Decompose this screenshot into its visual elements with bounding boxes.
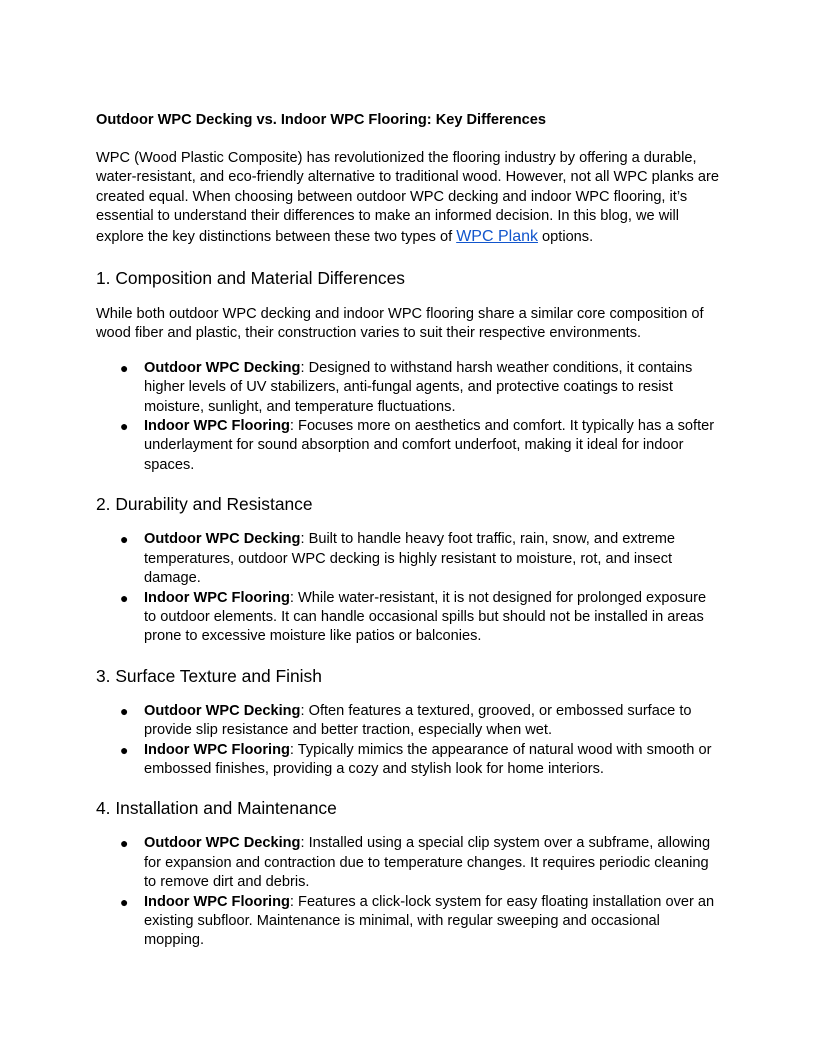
bullet-icon: ●	[120, 835, 129, 852]
list-item	[96, 530, 720, 588]
section-paragraph-composition: While both outdoor WPC decking and indoor WPC flooring share a similar core composition of wood fiber and plastic, their construction varies to suit their respective environments.	[96, 306, 704, 342]
bullet-icon: ●	[120, 893, 129, 910]
intro-paragraph	[96, 149, 720, 247]
section-heading-surface: 3. Surface Texture and Finish	[96, 665, 322, 686]
bullet-term: Outdoor WPC Decking	[144, 835, 301, 852]
section-heading-composition: 1. Composition and Material Differences	[96, 268, 405, 289]
bullet-icon: ●	[120, 702, 129, 719]
bullet-term: Indoor WPC Flooring	[144, 893, 290, 910]
bullet-term: Outdoor WPC Decking	[144, 702, 301, 719]
bullet-list-surface	[96, 702, 720, 780]
list-item	[96, 834, 720, 892]
bullet-text: : Often features a textured, grooved, or embossed surface to provide slip resistance and better traction, especially when wet.	[144, 702, 692, 739]
document-page	[96, 111, 720, 951]
bullet-text: : Installed using a special clip system over a subframe, allowing for expansion and contraction due to temperature changes. It requires periodic cleaning to remove dirt and debris.	[144, 835, 711, 891]
bullet-icon: ●	[120, 741, 129, 758]
bullet-icon: ●	[120, 418, 129, 435]
bullet-text: : Designed to withstand harsh weather conditions, it contains higher levels of UV stabilizers, anti-fungal agents, and protective coatings to resist moisture, sunlight, and temperature fluctuations.	[144, 359, 693, 415]
bullet-list-composition	[96, 359, 720, 475]
section-heading-installation: 4. Installation and Maintenance	[96, 798, 337, 819]
bullet-icon: ●	[120, 589, 129, 606]
bullet-text: : Focuses more on aesthetics and comfort. It typically has a softer underlayment for sound absorption and comfort underfoot, making it ideal for indoor spaces.	[144, 418, 715, 473]
document-title: Outdoor WPC Decking vs. Indoor WPC Flooring: Key Differences	[96, 112, 547, 128]
section-heading-durability: 2. Durability and Resistance	[96, 494, 313, 515]
bullet-term: Indoor WPC Flooring	[144, 589, 290, 606]
wpc-plank-link[interactable]: WPC Plank	[456, 227, 538, 245]
list-item	[96, 702, 720, 741]
bullet-list-durability	[96, 530, 720, 646]
list-item	[96, 359, 720, 417]
bullet-text: : Features a click-lock system for easy floating installation over an existing subfloor. Maintenance is minimal, with regular sweeping and occasional mopping.	[144, 893, 715, 949]
intro-text-end: options.	[537, 228, 594, 245]
list-item	[96, 893, 720, 951]
bullet-icon: ●	[120, 531, 129, 548]
bullet-term: Outdoor WPC Decking	[144, 359, 301, 376]
bullet-text: : Typically mimics the appearance of natural wood with smooth or embossed finishes, providing a cozy and stylish look for home interiors.	[144, 741, 712, 777]
list-item	[96, 589, 720, 647]
bullet-list-installation	[96, 834, 720, 950]
bullet-text: : Built to handle heavy foot traffic, rain, snow, and extreme temperatures, outdoor WPC decking is highly resistant to moisture, rot, and insect damage.	[144, 531, 675, 587]
bullet-term: Indoor WPC Flooring	[144, 741, 290, 758]
list-item	[96, 417, 720, 475]
bullet-icon: ●	[120, 359, 129, 376]
bullet-term: Outdoor WPC Decking	[144, 531, 301, 548]
bullet-term: Indoor WPC Flooring	[144, 418, 290, 435]
list-item	[96, 741, 720, 780]
intro-text: WPC (Wood Plastic Composite) has revolutionized the flooring industry by offering a durable, water-resistant, and eco-friendly alternative to traditional wood. However, not all WPC planks are created equal. When choosing between outdoor WPC decking and indoor WPC flooring, it’s essential to understand their differences to make an informed decision. In this blog, we will explore the key distinctions between these two types of	[96, 150, 719, 245]
bullet-text: : While water-resistant, it is not designed for prolonged exposure to outdoor elements. It can handle occasional spills but should not be installed in areas prone to excessive moisture like patios or balconies.	[144, 589, 707, 645]
